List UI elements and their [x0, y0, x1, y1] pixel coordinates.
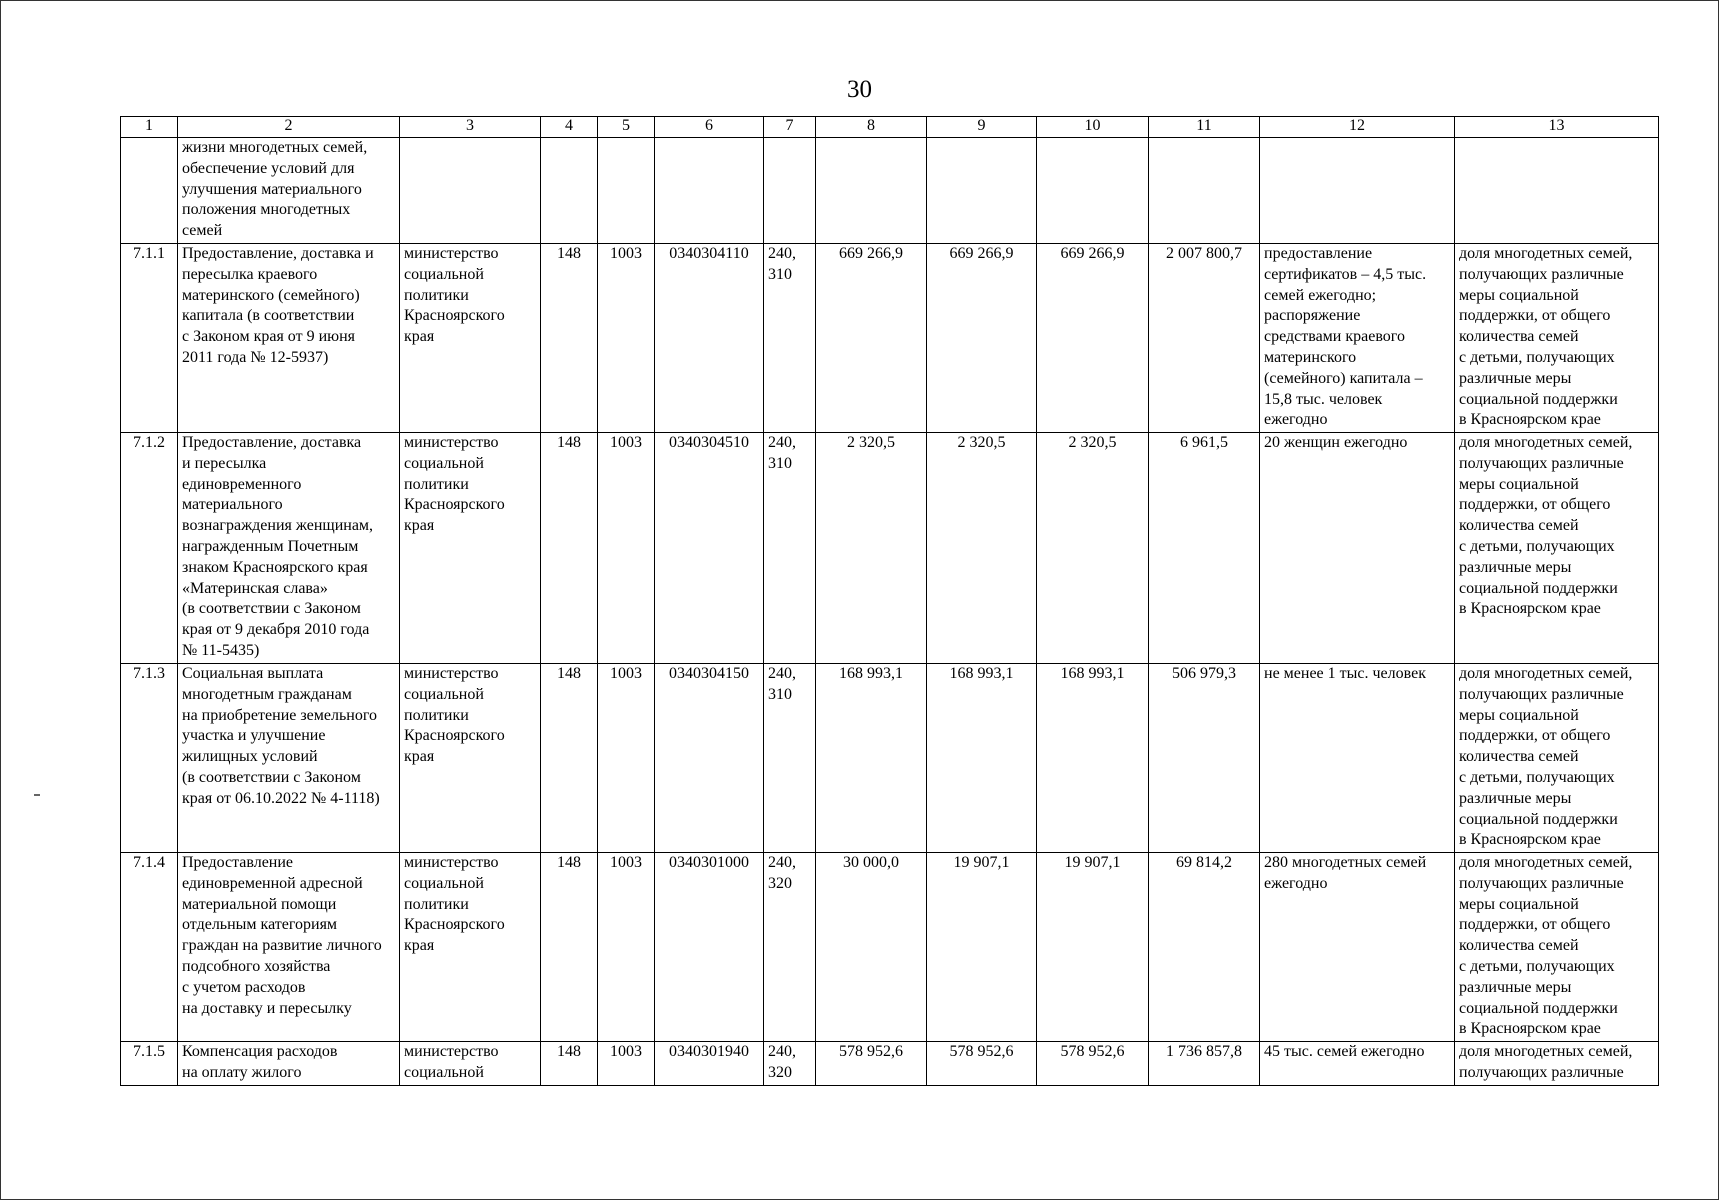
col-header: 11: [1149, 117, 1260, 138]
measure-name: Социальная выплата многодетным гражданам на приобретение земельного участка и улучшение жилищных условий (в соответствии с Законом края от 06.10.2022 № 4-1118): [178, 664, 400, 853]
page-number: 30: [847, 76, 872, 103]
col-header: 12: [1260, 117, 1455, 138]
code-csr: [655, 138, 764, 244]
measure-name: Компенсация расходов на оплату жилого: [178, 1042, 400, 1086]
header-row: [121, 117, 1659, 138]
col-header: 3: [400, 117, 541, 138]
col-header: 2: [178, 117, 400, 138]
expected-result: 45 тыс. семей ежегодно: [1260, 1042, 1455, 1086]
expected-result: 20 женщин ежегодно: [1260, 433, 1455, 664]
code-vr: 240, 310: [764, 664, 816, 853]
value-col11: 506 979,3: [1149, 664, 1260, 853]
value-col9: 2 320,5: [927, 433, 1037, 664]
code-grbs: [541, 138, 598, 244]
value-col11: 69 814,2: [1149, 853, 1260, 1042]
code-vr: 240, 310: [764, 433, 816, 664]
code-vr: 240, 310: [764, 244, 816, 433]
executor: министерство социальной политики Красноярского края: [400, 433, 541, 664]
table-row: [121, 138, 1659, 244]
executor: министерство социальной политики Красноярского края: [400, 853, 541, 1042]
value-col9: 19 907,1: [927, 853, 1037, 1042]
row-number: 7.1.5: [121, 1042, 178, 1086]
executor: [400, 138, 541, 244]
code-grbs: 148: [541, 433, 598, 664]
executor: министерство социальной политики Красноярского края: [400, 664, 541, 853]
value-col9: 168 993,1: [927, 664, 1037, 853]
code-grbs: 148: [541, 664, 598, 853]
code-vr: 240, 320: [764, 853, 816, 1042]
value-col10: 2 320,5: [1037, 433, 1149, 664]
table-row: [121, 664, 1659, 853]
value-col11: 2 007 800,7: [1149, 244, 1260, 433]
row-number: 7.1.1: [121, 244, 178, 433]
expected-result: предоставление сертификатов – 4,5 тыс. семей ежегодно; распоряжение средствами краевого материнского (семейного) капитала – 15,8 тыс. человек ежегодно: [1260, 244, 1455, 433]
col-header: 7: [764, 117, 816, 138]
row-number: 7.1.4: [121, 853, 178, 1042]
expected-result: 280 многодетных семей ежегодно: [1260, 853, 1455, 1042]
value-col9: 578 952,6: [927, 1042, 1037, 1086]
code-csr: 0340304510: [655, 433, 764, 664]
col-header: 1: [121, 117, 178, 138]
code-rzpr: 1003: [598, 664, 655, 853]
program-table: [120, 116, 1659, 1086]
value-col8: 669 266,9: [816, 244, 927, 433]
code-grbs: 148: [541, 244, 598, 433]
value-col9: [927, 138, 1037, 244]
scan-mark: [34, 794, 40, 796]
indicator: [1455, 138, 1659, 244]
value-col10: 578 952,6: [1037, 1042, 1149, 1086]
value-col10: 19 907,1: [1037, 853, 1149, 1042]
expected-result: не менее 1 тыс. человек: [1260, 664, 1455, 853]
code-csr: 0340304150: [655, 664, 764, 853]
col-header: 9: [927, 117, 1037, 138]
col-header: 4: [541, 117, 598, 138]
row-number: [121, 138, 178, 244]
value-col10: 669 266,9: [1037, 244, 1149, 433]
code-vr: [764, 138, 816, 244]
table-row: [121, 1042, 1659, 1086]
table-row: [121, 433, 1659, 664]
measure-name: Предоставление, доставка и пересылка единовременного материального вознаграждения женщинам, награжденным Почетным знаком Красноярского края «Материнская слава» (в соответствии с Законом края от 9 декабря 2010 года № 11-5435): [178, 433, 400, 664]
code-vr: 240, 320: [764, 1042, 816, 1086]
col-header: 10: [1037, 117, 1149, 138]
indicator: доля многодетных семей, получающих различные меры социальной поддержки, от общего количества семей с детьми, получающих различные меры социальной поддержки в Красноярском крае: [1455, 853, 1659, 1042]
executor: министерство социальной: [400, 1042, 541, 1086]
value-col8: 30 000,0: [816, 853, 927, 1042]
value-col8: 168 993,1: [816, 664, 927, 853]
value-col8: 578 952,6: [816, 1042, 927, 1086]
col-header: 6: [655, 117, 764, 138]
value-col9: 669 266,9: [927, 244, 1037, 433]
value-col8: [816, 138, 927, 244]
value-col11: [1149, 138, 1260, 244]
code-grbs: 148: [541, 853, 598, 1042]
executor: министерство социальной политики Красноярского края: [400, 244, 541, 433]
value-col11: 6 961,5: [1149, 433, 1260, 664]
code-rzpr: [598, 138, 655, 244]
row-number: 7.1.2: [121, 433, 178, 664]
col-header: 13: [1455, 117, 1659, 138]
code-rzpr: 1003: [598, 433, 655, 664]
code-grbs: 148: [541, 1042, 598, 1086]
col-header: 5: [598, 117, 655, 138]
code-rzpr: 1003: [598, 853, 655, 1042]
indicator: доля многодетных семей, получающих различные меры социальной поддержки, от общего количества семей с детьми, получающих различные меры социальной поддержки в Красноярском крае: [1455, 664, 1659, 853]
code-csr: 0340304110: [655, 244, 764, 433]
measure-name: жизни многодетных семей, обеспечение условий для улучшения материального положения многодетных семей: [178, 138, 400, 244]
code-csr: 0340301000: [655, 853, 764, 1042]
col-header: 8: [816, 117, 927, 138]
code-csr: 0340301940: [655, 1042, 764, 1086]
value-col10: 168 993,1: [1037, 664, 1149, 853]
table-row: [121, 244, 1659, 433]
value-col11: 1 736 857,8: [1149, 1042, 1260, 1086]
code-rzpr: 1003: [598, 1042, 655, 1086]
indicator: доля многодетных семей, получающих различные: [1455, 1042, 1659, 1086]
code-rzpr: 1003: [598, 244, 655, 433]
row-number: 7.1.3: [121, 664, 178, 853]
expected-result: [1260, 138, 1455, 244]
measure-name: Предоставление, доставка и пересылка краевого материнского (семейного) капитала (в соответствии с Законом края от 9 июня 2011 года № 12-5937): [178, 244, 400, 433]
table-row: [121, 853, 1659, 1042]
indicator: доля многодетных семей, получающих различные меры социальной поддержки, от общего количества семей с детьми, получающих различные меры социальной поддержки в Красноярском крае: [1455, 244, 1659, 433]
indicator: доля многодетных семей, получающих различные меры социальной поддержки, от общего количества семей с детьми, получающих различные меры социальной поддержки в Красноярском крае: [1455, 433, 1659, 664]
measure-name: Предоставление единовременной адресной материальной помощи отдельным категориям граждан на развитие личного подсобного хозяйства с учетом расходов на доставку и пересылку: [178, 853, 400, 1042]
value-col8: 2 320,5: [816, 433, 927, 664]
value-col10: [1037, 138, 1149, 244]
